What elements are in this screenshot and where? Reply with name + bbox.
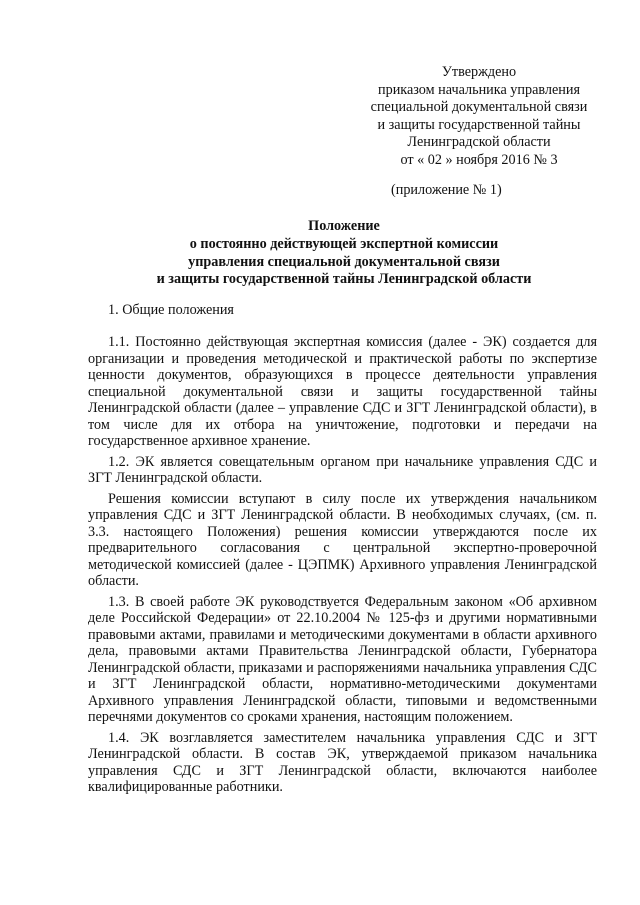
paragraph: 1.2. ЭК является совещательным органом при начальнике управления СДС и ЗГТ Ленинградской области. [88,453,597,486]
title-line: Положение [308,218,380,234]
section-heading: 1. Общие положения [108,302,234,318]
title-line: управления специальной документальной связи [188,253,500,270]
paragraph: 1.4. ЭК возглавляется заместителем начальника управления СДС и ЗГТ Ленинградской области. В состав ЭК, утверждаемой приказом начальника управления СДС и ЗГТ Ленинградской области, включаются наиболее квалифицированные работники. [88,729,597,795]
approval-line: Ленинградской области [407,134,551,151]
approval-line: Утверждено [441,64,517,80]
paragraph: 1.3. В своей работе ЭК руководствуется Федеральным законом «Об архивном деле Российской Федерации» от 22.10.2004 № 125-фз и другими нормативными правовыми актами, правилами и методическими документами в области архивного дела, правовыми актами Правительства Ленинградской области, Губернатора Ленинградской области, приказами и распоряжениями начальника управления СДС и ЗГТ Ленинградской области, нормативно-методическими документами Архивного управления Ленинградской области, типовыми и ведомственными перечнями документов со сроками хранения, настоящим положением. [88,593,597,725]
paragraph: 1.1. Постоянно действующая экспертная комиссия (далее - ЭК) создается для организации и проведения методической и практической работы по экспертизе ценности документов, образующихся в процессе деятельности управления специальной документальной связи и защиты государственной тайны Ленинградской области (далее – управление СДС и ЗГТ Ленинградской области), в том числе для их отбора на уничтожение, подготовки и передачи на государственное архивное хранение. [88,334,597,449]
paragraph: Решения комиссии вступают в силу после их утверждения начальником управления СДС и ЗГТ Ленинградской области. В необходимых случаях, (см. п. 3.3. настоящего Положения) решения комиссии утверждаются после их предварительного согласования с центральной экспертно-проверочной методической комиссией (далее - ЦЭПМК) Архивного управления Ленинградской области. [88,490,597,589]
document-title [120,218,568,289]
approval-line: приказом начальника управления [378,81,580,98]
appendix-note: (приложение № 1) [391,182,502,198]
approval-line: специальной документальной связи [370,99,588,116]
approval-block [360,64,598,170]
document-body [88,334,597,800]
approval-date-line: от « 02 » ноября 2016 № 3 [400,151,558,168]
title-line: и защиты государственной тайны Ленинградской области [156,271,532,288]
title-line: о постоянно действующей экспертной комиссии [189,235,499,252]
approval-line: и защиты государственной тайны [377,116,581,133]
